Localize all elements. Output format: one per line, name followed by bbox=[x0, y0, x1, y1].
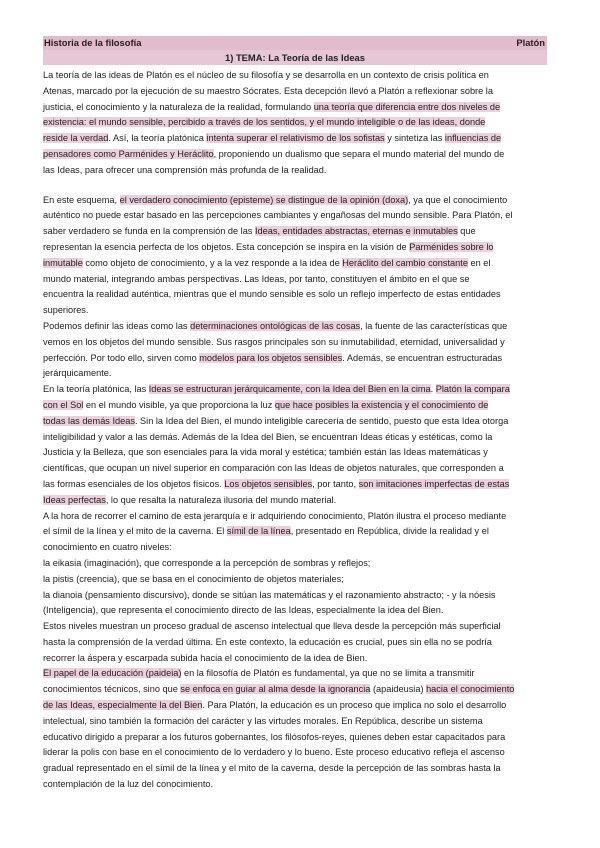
highlighted-text: Ideas se estructuran jerárquicamente, con la Idea del Bien en la cima bbox=[148, 384, 431, 395]
text-line bbox=[43, 509, 553, 525]
text-line bbox=[43, 163, 553, 179]
text-span: hasta la comprensión de la verdad última. En este contexto, la educación es crucial, pues sin ella no se podría bbox=[43, 636, 492, 647]
highlighted-text: son imitaciones imperfectas de estas bbox=[358, 478, 510, 489]
text-span: y sintetiza las bbox=[384, 133, 445, 144]
text-line bbox=[43, 745, 553, 761]
text-span: la pistis (creencia), que se basa en el conocimiento de objetos materiales; bbox=[43, 573, 344, 584]
text-span: en la filosofía de Platón es fundamental, ya que no se limita a transmitir bbox=[181, 668, 475, 679]
text-span: . Para Platón, la educación es un proceso que implica no solo el desarrollo bbox=[202, 700, 507, 711]
text-line bbox=[43, 382, 553, 398]
text-line bbox=[43, 351, 553, 367]
text-line bbox=[43, 572, 553, 588]
highlighted-text: Los objetos sensibles bbox=[224, 478, 313, 489]
text-span: , ya que el conocimiento bbox=[408, 194, 508, 205]
text-line bbox=[43, 445, 553, 461]
text-line bbox=[43, 461, 553, 477]
text-line bbox=[43, 493, 553, 509]
highlighted-text: de las Ideas, especialmente la del Bien bbox=[43, 700, 203, 711]
text-line bbox=[43, 100, 553, 116]
text-span: recorrer la áspera y escarpada subida hacia el conocimiento de la idea de Bien. bbox=[43, 652, 368, 663]
text-span: las Ideas, para ofrecer una comprensión más profunda de la realidad. bbox=[43, 164, 327, 175]
text-span: Justicia y la Belleza, que son esenciales para la vida moral y estética; también están las Ideas matemáticas y bbox=[43, 447, 488, 458]
text-line bbox=[43, 540, 553, 556]
text-span: A la hora de recorrer el camino de esta jerarquía e ir adquiriendo conocimiento, Platón ilustra el proceso mediante bbox=[43, 510, 507, 521]
highlighted-text: Ideas perfectas bbox=[43, 494, 106, 505]
text-line bbox=[43, 603, 553, 619]
text-span: en el bbox=[467, 257, 491, 268]
text-line bbox=[43, 208, 553, 224]
text-span: La teoría de las ideas de Platón es el núcleo de su filosofía y se desarrolla en un contexto de crisis política en bbox=[43, 70, 489, 80]
text-span: , la fuente de las características que bbox=[360, 320, 508, 331]
highlighted-text: El papel de la educación (paideia) bbox=[43, 668, 182, 679]
text-span: Atenas, marcado por la ejecución de su maestro Sócrates. Esta decepción llevó a Platón a reflexionar sobre la bbox=[43, 85, 493, 96]
highlighted-text: el verdadero conocimiento (episteme) se distingue de la opinión (doxa) bbox=[119, 194, 409, 205]
text-span: En la teoría platónica, las bbox=[43, 384, 149, 395]
text-span: representan la esencia perfecta de los objetos. Esta concepción se inspira en la visión de bbox=[43, 241, 410, 252]
text-line bbox=[43, 477, 553, 493]
highlighted-text: símil de la línea bbox=[226, 526, 291, 537]
highlighted-text: Platón la compara bbox=[435, 384, 510, 395]
text-line bbox=[43, 588, 553, 604]
highlighted-text: influencias de bbox=[444, 133, 502, 144]
text-span: jerárquicamente. bbox=[43, 368, 112, 379]
text-span: educativo dirigido a preparar a los futuros gobernantes, los filósofos-reyes, quienes deben estar capacitados para bbox=[43, 731, 506, 742]
text-line bbox=[43, 240, 553, 256]
text-line bbox=[43, 698, 553, 714]
text-line bbox=[43, 115, 553, 131]
highlighted-text: que hace posibles la existencia y el conocimiento de bbox=[274, 399, 489, 410]
text-line bbox=[43, 556, 553, 572]
text-span: que bbox=[457, 226, 476, 237]
text-span: vemos en los objetos del mundo sensible. Sus rasgos principales son su inmutabilidad, eternidad, universalidad y bbox=[43, 336, 505, 347]
text-line bbox=[43, 366, 553, 382]
text-line bbox=[43, 619, 553, 635]
text-span: , por tanto, bbox=[312, 478, 359, 489]
highlighted-text: intenta superar el relativismo de los sofistas bbox=[206, 133, 385, 144]
text-line bbox=[43, 635, 553, 651]
text-span: conocimiento en cuatro niveles: bbox=[43, 542, 172, 553]
text-span: Estos niveles muestran un proceso gradual de ascenso intelectual que lleva desde la percepción más superficial bbox=[43, 621, 501, 632]
text-line bbox=[43, 147, 553, 163]
highlighted-text: Parménides sobre lo bbox=[409, 241, 494, 252]
text-line bbox=[43, 414, 553, 430]
text-line bbox=[43, 761, 553, 777]
highlighted-text: inmutable bbox=[43, 257, 83, 268]
text-span: el símil de la línea y el mito de la caverna. El bbox=[43, 526, 227, 537]
text-line bbox=[43, 303, 553, 319]
text-span: justicia, el conocimiento y la naturaleza de la realidad, formulando bbox=[43, 101, 314, 112]
text-span: la eikasia (imaginación), que corresponde a la percepción de sombras y reflejos; bbox=[43, 557, 371, 568]
text-span: auténtico no puede estar basado en las percepciones cambiantes y engañosas del mundo sensible. Para Platón, el bbox=[43, 210, 513, 221]
highlighted-text: pensadores como Parménides y Heráclito bbox=[43, 148, 214, 159]
highlighted-text: Ideas, entidades abstractas, eternas e inmutables bbox=[254, 226, 458, 237]
text-line bbox=[43, 398, 553, 414]
text-span: . Además, se encuentran estructuradas bbox=[342, 352, 503, 363]
text-span: liderar la polis con base en el conocimiento de lo verdadero y lo bueno. Este proceso educativo refleja el ascenso bbox=[43, 747, 505, 758]
highlighted-text: todas las demás Ideas bbox=[43, 415, 135, 426]
text-span: gradual representado en el símil de la línea y el mito de la caverna, desde la percepción de las sombras hasta la bbox=[43, 763, 501, 774]
text-span: , lo que resalta la naturaleza ilusoria del mundo material. bbox=[105, 494, 337, 505]
text-line bbox=[43, 287, 553, 303]
text-span: superiores. bbox=[43, 305, 89, 316]
text-span: contemplación de la luz del conocimiento. bbox=[43, 779, 214, 790]
text-span: conocimientos técnicos, sino que bbox=[43, 684, 181, 695]
text-line bbox=[43, 193, 553, 209]
text-span: Podemos definir las ideas como las bbox=[43, 320, 191, 331]
text-line bbox=[43, 84, 553, 100]
text-line bbox=[43, 335, 553, 351]
text-line bbox=[43, 68, 553, 84]
text-line bbox=[43, 682, 553, 698]
text-span: las formas esenciales de los objetos físicos. bbox=[43, 478, 225, 489]
text-line bbox=[43, 224, 553, 240]
topic-title-band bbox=[43, 50, 547, 65]
text-span: científicas, que ocupan un nivel superior en comparación con las Ideas de objetos naturales, que corresponden a bbox=[43, 463, 504, 474]
topic-title: 1) TEMA: La Teoría de las Ideas bbox=[225, 52, 365, 63]
text-line bbox=[43, 651, 553, 667]
text-line bbox=[43, 666, 553, 682]
text-span: En este esquema, bbox=[43, 194, 120, 205]
text-span: . Sin la Idea del Bien, el mundo inteligible carecería de sentido, puesto que esta Idea otorga bbox=[134, 415, 509, 426]
text-line bbox=[43, 256, 553, 272]
highlighted-text: una teoría que diferencia entre dos niveles de bbox=[313, 101, 501, 112]
text-line bbox=[43, 524, 553, 540]
text-span: mundo material, integrando ambas perspectivas. Las Ideas, por tanto, constituyen el ámbito en el que se bbox=[43, 273, 470, 284]
header-author: Platón bbox=[516, 37, 545, 48]
highlighted-text: modelos para los objetos sensibles bbox=[199, 352, 343, 363]
highlighted-text: Heráclito del cambio constante bbox=[342, 257, 468, 268]
text-line bbox=[43, 430, 553, 446]
text-span: como objeto de conocimiento, y a la vez responde a la idea de bbox=[82, 257, 343, 268]
text-span: perfección. Por todo ello, sirven como bbox=[43, 352, 200, 363]
text-span: , presentado en República, divide la realidad y el bbox=[290, 526, 489, 537]
highlighted-text: se enfoca en guiar al alma desde la ignorancia bbox=[180, 684, 371, 695]
highlighted-text: reside la verdad bbox=[43, 133, 109, 144]
text-line bbox=[43, 777, 553, 793]
text-span: , proponiendo un dualismo que separa el mundo material del mundo de bbox=[213, 148, 505, 159]
paragraph-gap bbox=[43, 179, 553, 193]
text-line bbox=[43, 319, 553, 335]
text-span: la dianoia (pensamiento discursivo), donde se sitúan las matemáticas y el razonamiento abstracto; - y la nóesis bbox=[43, 589, 496, 600]
header-bar bbox=[43, 36, 547, 50]
text-span: inteligibilidad y valor a las demás. Además de la Idea del Bien, se encuentran Ideas éticas y estéticas, como la bbox=[43, 431, 493, 442]
text-line bbox=[43, 730, 553, 746]
text-span: . Así, la teoría platónica bbox=[108, 133, 207, 144]
highlighted-text: existencia: el mundo sensible, percibido a través de los sentidos, y el mundo inteligible o de las ideas, donde bbox=[43, 117, 486, 128]
text-line bbox=[43, 131, 553, 147]
text-span: . bbox=[430, 384, 436, 395]
document-body bbox=[43, 68, 553, 793]
text-span: (apaideusia) bbox=[370, 684, 427, 695]
text-span: en el mundo visible, ya que proporciona la luz bbox=[83, 399, 275, 410]
text-span: saber verdadero se funda en la comprensión de las bbox=[43, 226, 255, 237]
text-line bbox=[43, 272, 553, 288]
highlighted-text: hacia el conocimiento bbox=[426, 684, 515, 695]
highlighted-text: con el Sol bbox=[43, 399, 84, 410]
text-line bbox=[43, 714, 553, 730]
text-span: (Inteligencia), que representa el conocimiento directo de las Ideas, especialmente la idea del Bien. bbox=[43, 605, 444, 616]
highlighted-text: determinaciones ontológicas de las cosas bbox=[190, 320, 361, 331]
header-subject: Historia de la filosofía bbox=[44, 37, 142, 48]
text-span: encuentra la realidad auténtica, mientras que el mundo sensible es solo un reflejo imperfecto de estas entidades bbox=[43, 289, 501, 300]
text-span: intelectual, sino también la formación del carácter y las virtudes morales. En República, describe un sistema bbox=[43, 715, 483, 726]
